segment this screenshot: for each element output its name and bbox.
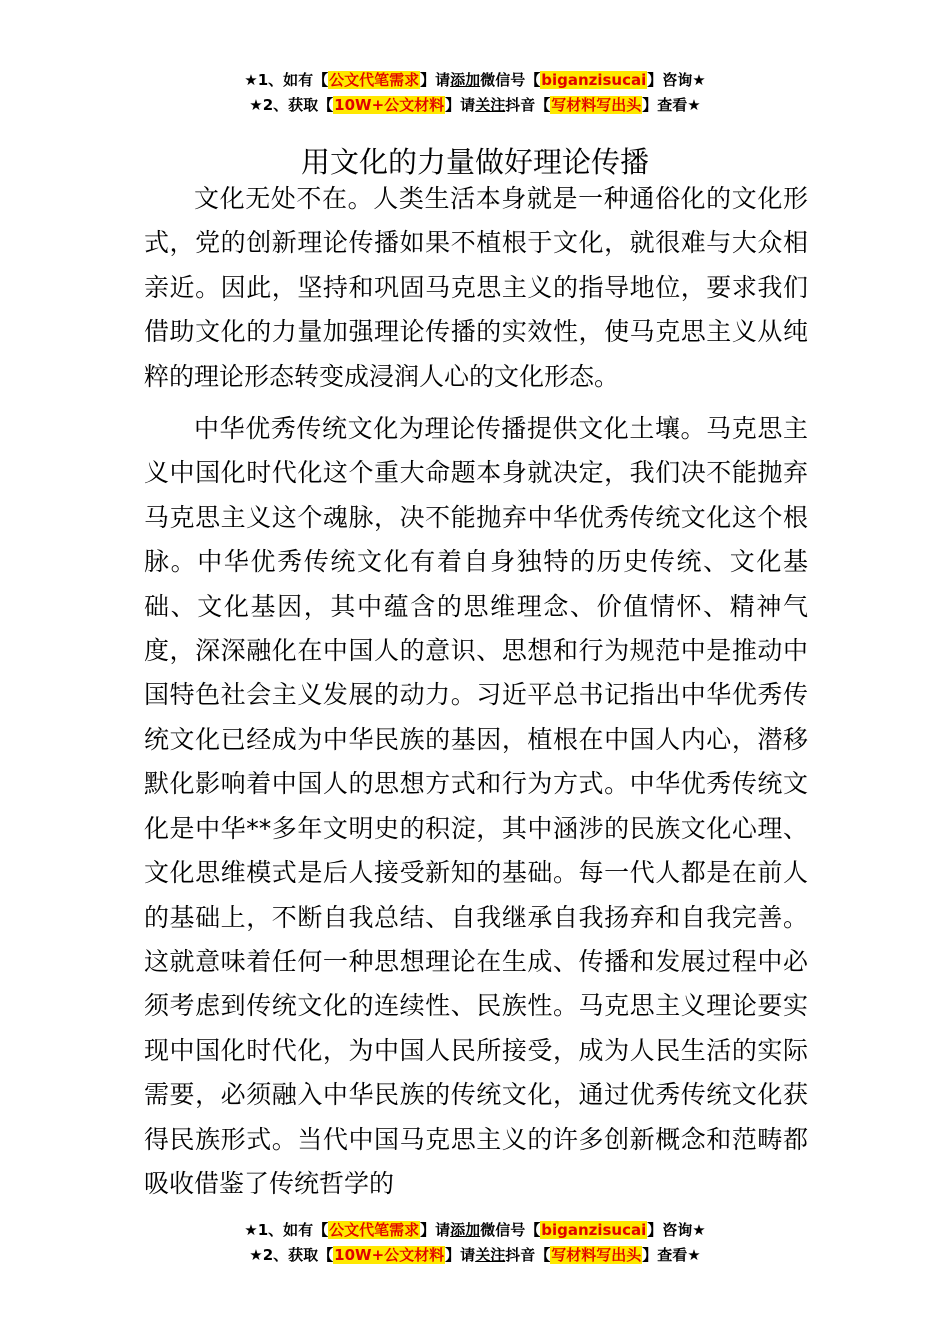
header-banner (0, 68, 950, 118)
paragraph-2: 中华优秀传统文化为理论传播提供文化土壤。马克思主义中国化时代化这个重大命题本身就决定，我们决不能抛弃马克思主义这个魂脉，决不能抛弃中华优秀传统文化这个根脉。中华优秀传统文化有着自身独特的历史传统、文化基础、文化基因，其中蕴含的思维理念、价值情怀、精神气度，深深融化在中国人的意识、思想和行为规范中是推动中国特色社会主义发展的动力。习近平总书记指出中华优秀传统文化已经成为中华民族的基因，植根在中国人内心，潜移默化影响着中国人的思想方式和行为方式。中华优秀传统文化是中华**多年文明史的积淀，其中涵涉的民族文化心理、文化思维模式是后人接受新知的基础。每一代人都是在前人的基础上，不断自我总结、自我继承自我扬弃和自我完善。这就意味着任何一种思想理论在生成、传播和发展过程中必须考虑到传统文化的连续性、民族性。马克思主义理论要实现中国化时代化，为中国人民所接受，成为人民生活的实际需要，必须融入中华民族的传统文化，通过优秀传统文化获得民族形式。当代中国马克思主义的许多创新概念和范畴都吸收借鉴了传统哲学的 (144, 414, 808, 1198)
star-icon: ★ (692, 71, 706, 89)
star-icon: ★ (692, 1221, 706, 1239)
banner-line-1: ★1、如有【公文代笔需求】请添加微信号【biganzisucai】咨询★ (244, 71, 706, 89)
banner-line-2: ★2、获取【10W+公文材料】请关注抖音【写材料写出头】查看★ (249, 1246, 701, 1264)
highlight-douyin-account: 写材料写出头 (551, 1246, 642, 1264)
highlight-service: 公文代笔需求 (329, 71, 420, 89)
highlight-wechat-id: biganzisucai (541, 71, 647, 89)
underlined-word: 添加 (450, 1221, 481, 1239)
star-icon: ★ (244, 1221, 258, 1239)
highlight-materials: 10W+公文材料 (334, 96, 445, 114)
star-icon: ★ (687, 1246, 701, 1264)
highlight-douyin-account: 写材料写出头 (551, 96, 642, 114)
underlined-word: 关注 (475, 1246, 506, 1264)
highlight-wechat-id: biganzisucai (541, 1221, 647, 1239)
underlined-word: 添加 (450, 71, 481, 89)
highlight-service: 公文代笔需求 (329, 1221, 420, 1239)
star-icon: ★ (244, 71, 258, 89)
star-icon: ★ (249, 96, 263, 114)
banner-line-1: ★1、如有【公文代笔需求】请添加微信号【biganzisucai】咨询★ (244, 1221, 706, 1239)
footer-banner (0, 1218, 950, 1268)
highlight-materials: 10W+公文材料 (334, 1246, 445, 1264)
document-title: 用文化的力量做好理论传播 (300, 145, 649, 180)
document-body (144, 177, 808, 1206)
paragraph-1: 文化无处不在。人类生活本身就是一种通俗化的文化形式，党的创新理论传播如果不植根于文化，就很难与大众相亲近。因此，坚持和巩固马克思主义的指导地位，要求我们借助文化的力量加强理论传播的实效性，使马克思主义从纯粹的理论形态转变成浸润人心的文化形态。 (144, 184, 808, 391)
star-icon: ★ (249, 1246, 263, 1264)
underlined-word: 关注 (475, 96, 506, 114)
banner-line-2: ★2、获取【10W+公文材料】请关注抖音【写材料写出头】查看★ (249, 96, 701, 114)
star-icon: ★ (687, 96, 701, 114)
